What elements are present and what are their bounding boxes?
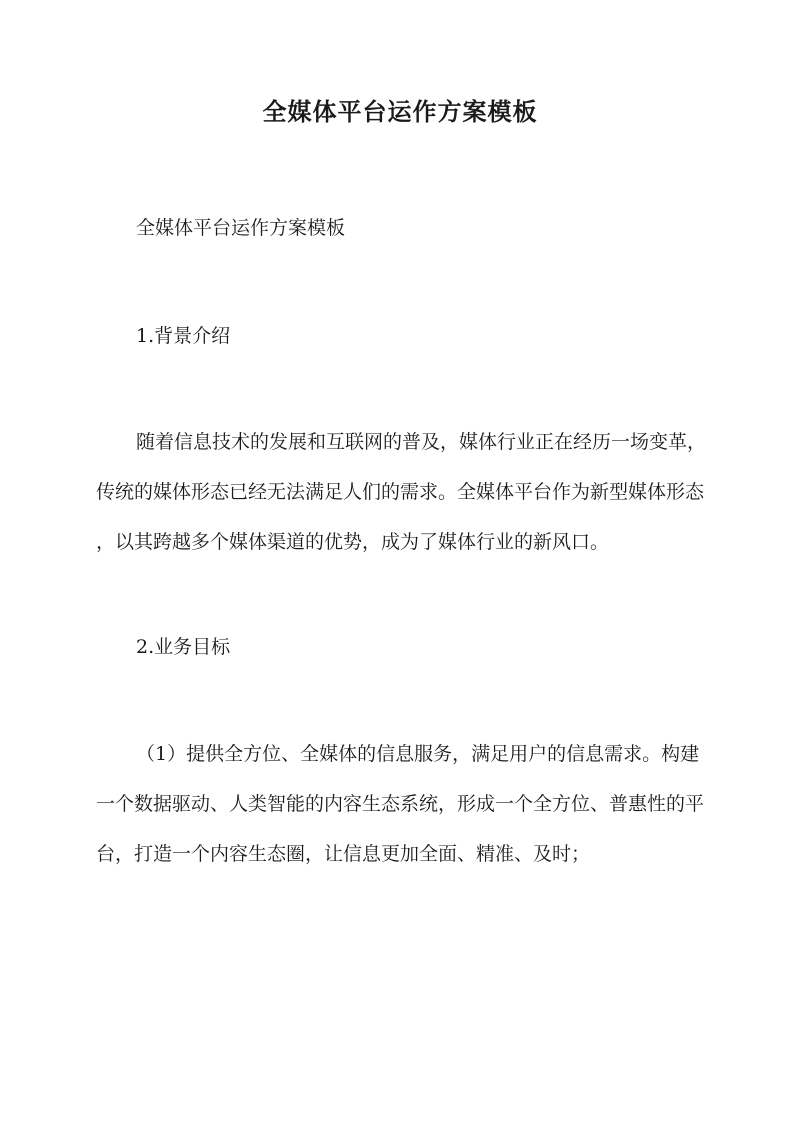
document-subtitle: 全媒体平台运作方案模板 [136, 217, 346, 239]
section-heading-goals: 2.业务目标 [136, 636, 231, 658]
section-heading-background: 1.背景介绍 [136, 325, 231, 347]
paragraph-line: 台，打造一个内容生态圈，让信息更加全面、精准、及时； [96, 843, 591, 865]
document-title: 全媒体平台运作方案模板 [262, 97, 538, 126]
paragraph-line: 一个数据驱动、人类智能的内容生态系统，形成一个全方位、普惠性的平 [96, 793, 705, 815]
paragraph-line: ，以其跨越多个媒体渠道的优势，成为了媒体行业的新风口。 [96, 531, 610, 553]
paragraph-line: （1）提供全方位、全媒体的信息服务，满足用户的信息需求。构建 [136, 743, 700, 765]
paragraph-line: 传统的媒体形态已经无法满足人们的需求。全媒体平台作为新型媒体形态 [96, 481, 705, 503]
paragraph-line: 随着信息技术的发展和互联网的普及，媒体行业正在经历一场变革， [136, 431, 707, 453]
